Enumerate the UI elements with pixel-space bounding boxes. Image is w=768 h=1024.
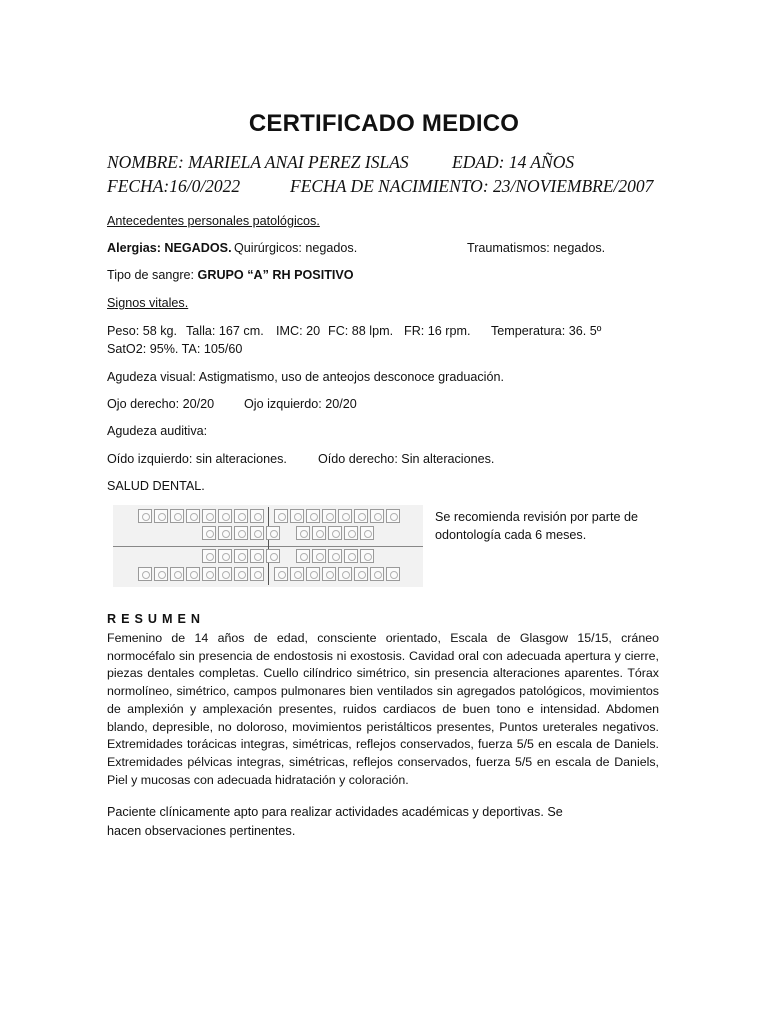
tooth-icon: [312, 526, 326, 540]
birth-date: FECHA DE NACIMIENTO: 23/NOVIEMBRE/2007: [290, 176, 654, 196]
tooth-icon: [360, 549, 374, 563]
tooth-row-lower-outer: [138, 567, 400, 581]
resumen-heading: RESUMEN: [107, 612, 205, 626]
antecedentes-heading: Antecedentes personales patológicos.: [107, 214, 320, 228]
tooth-icon: [250, 526, 264, 540]
tooth-icon: [354, 567, 368, 581]
talla: Talla: 167 cm.: [186, 324, 264, 338]
tooth-icon: [170, 567, 184, 581]
tooth-icon: [186, 567, 200, 581]
tooth-icon: [296, 549, 310, 563]
patient-age: EDAD: 14 AÑOS: [452, 152, 575, 172]
tooth-icon: [370, 509, 384, 523]
imc: IMC: 20: [276, 324, 321, 338]
ojo-derecho: Ojo derecho: 20/20: [107, 397, 215, 411]
tooth-icon: [312, 549, 326, 563]
tooth-icon: [274, 567, 288, 581]
tooth-icon: [218, 509, 232, 523]
salud-dental-heading: SALUD DENTAL.: [107, 479, 205, 493]
tipo-sangre-value: GRUPO “A” RH POSITIVO: [197, 268, 354, 282]
tooth-icon: [154, 567, 168, 581]
tooth-icon: [234, 526, 248, 540]
tooth-icon: [338, 509, 352, 523]
tooth-icon: [386, 567, 400, 581]
resumen-text: Femenino de 14 años de edad, consciente orientado, Escala de Glasgow 15/15, cráneo normocéfalo sin presencia de endostosis ni exostosis. Cavidad oral con adecuada apertura y cierre, piezas dentales completas. Cuello cilíndrico simétrico, sin presencia alteraciones aparentes. Tórax normolíneo, simétrico, campos pulmonares bien ventilados sin agregados patológicos, movimientos de amplexión y amplexación presentes, ruidos cardiacos de buen tono e intensidad. Abdomen blando, depresible, no doloroso, movimientos peristálticos presentes, Puntos ureterales negativos. Extremidades torácicas integras, simétricas, reflejos conservados, fuerza 5/5 en escala de Daniels. Extremidades pélvicas integras, simétricas, reflejos conservados, fuerza 5/5 en escala de Daniels, Piel y mucosas con adecuada hidratación y coloración.: [107, 631, 659, 787]
oido-derecho: Oído derecho: Sin alteraciones.: [318, 452, 495, 466]
temperatura: Temperatura: 36. 5º: [491, 324, 602, 338]
tooth-icon: [202, 567, 216, 581]
tooth-icon: [250, 509, 264, 523]
peso: Peso: 58 kg.: [107, 324, 178, 338]
tooth-icon: [296, 526, 310, 540]
tooth-icon: [344, 526, 358, 540]
certificate-date: FECHA:16/0/2022: [107, 176, 241, 196]
dental-recommendation: Se recomienda revisión por parte de odontología cada 6 meses.: [435, 510, 639, 542]
tooth-icon: [328, 549, 342, 563]
agudeza-visual: Agudeza visual: Astigmatismo, uso de anteojos desconoce graduación.: [107, 370, 504, 384]
tooth-icon: [138, 567, 152, 581]
tooth-icon: [360, 526, 374, 540]
tooth-icon: [170, 509, 184, 523]
tooth-icon: [290, 567, 304, 581]
tooth-icon: [354, 509, 368, 523]
conclusion-text: Paciente clínicamente apto para realizar actividades académicas y deportivas. Se hacen observaciones pertinentes.: [107, 805, 563, 838]
tooth-icon: [250, 549, 264, 563]
tooth-icon: [202, 526, 216, 540]
tooth-icon: [322, 509, 336, 523]
tooth-icon: [202, 509, 216, 523]
tooth-icon: [234, 509, 248, 523]
traumatismos: Traumatismos: negados.: [467, 241, 606, 255]
ojo-izquierdo: Ojo izquierdo: 20/20: [244, 397, 357, 411]
alergias: Alergias: NEGADOS.: [107, 241, 232, 255]
tooth-icon: [218, 567, 232, 581]
patient-name: NOMBRE: MARIELA ANAI PEREZ ISLAS: [107, 152, 409, 172]
tooth-row-upper-outer: [138, 509, 400, 523]
signos-heading: Signos vitales.: [107, 296, 189, 310]
tooth-icon: [234, 567, 248, 581]
tooth-icon: [266, 549, 280, 563]
fr: FR: 16 rpm.: [404, 324, 471, 338]
agudeza-auditiva: Agudeza auditiva:: [107, 424, 208, 438]
sat-ta: SatO2: 95%. TA: 105/60: [107, 342, 243, 356]
tipo-sangre: [107, 268, 354, 282]
tooth-icon: [290, 509, 304, 523]
quirurgicos: Quirúrgicos: negados.: [234, 241, 358, 255]
fc: FC: 88 lpm.: [328, 324, 394, 338]
oido-izquierdo: Oído izquierdo: sin alteraciones.: [107, 452, 287, 466]
tooth-icon: [386, 509, 400, 523]
tooth-icon: [322, 567, 336, 581]
tooth-icon: [202, 549, 216, 563]
tooth-icon: [306, 567, 320, 581]
tooth-icon: [306, 509, 320, 523]
tooth-icon: [218, 549, 232, 563]
tooth-row-lower-inner: [202, 549, 374, 563]
tooth-icon: [266, 526, 280, 540]
tooth-icon: [234, 549, 248, 563]
tooth-icon: [250, 567, 264, 581]
tooth-icon: [344, 549, 358, 563]
tooth-icon: [338, 567, 352, 581]
tooth-icon: [274, 509, 288, 523]
tooth-icon: [154, 509, 168, 523]
page-title: CERTIFICADO MEDICO: [248, 110, 520, 137]
tooth-row-upper-inner: [202, 526, 374, 540]
tooth-icon: [370, 567, 384, 581]
tooth-icon: [328, 526, 342, 540]
tooth-icon: [186, 509, 200, 523]
tooth-icon: [218, 526, 232, 540]
tooth-icon: [138, 509, 152, 523]
tipo-sangre-label: Tipo de sangre:: [107, 268, 198, 282]
odontogram: [113, 505, 423, 587]
